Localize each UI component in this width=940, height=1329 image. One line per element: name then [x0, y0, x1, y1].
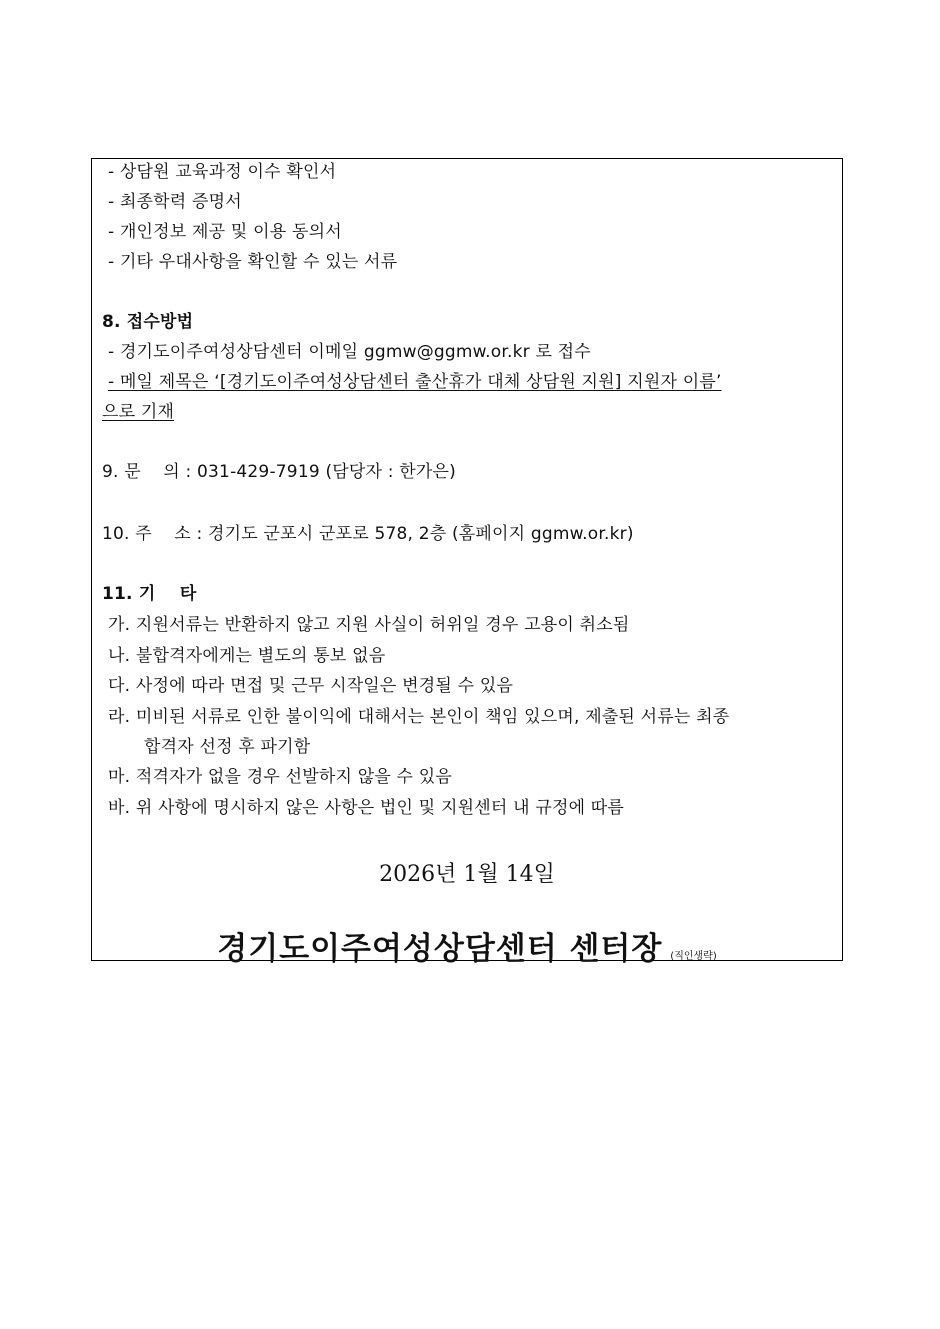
document-date: 2026년 1월 14일: [379, 862, 555, 887]
seal-omitted-note: (직인생략): [670, 951, 717, 962]
doc-item-final-degree: - 최종학력 증명서: [108, 192, 242, 212]
address-line: 10. 주 소 : 경기도 군포시 군포로 578, 2층 (홈페이지 ggmw.or.kr): [102, 524, 634, 544]
other-item-ra: 라. 미비된 서류로 인한 불이익에 대해서는 본인이 책임 있으며, 제출된 서류는 최종: [108, 707, 730, 727]
other-item-ra-cont: 합격자 선정 후 파기함: [144, 737, 311, 757]
other-item-da: 다. 사정에 따라 면접 및 근무 시작일은 변경될 수 있음: [108, 676, 514, 696]
section-heading-other: 11. 기 타: [102, 584, 197, 604]
other-item-ga: 가. 지원서류는 반환하지 않고 지원 사실이 허위일 경우 고용이 취소됨: [108, 615, 630, 635]
email-subject-line: - 메일 제목은 ‘[경기도이주여성상담센터 출산휴가 대체 상담원 지원] 지원자 이름’: [108, 372, 722, 392]
signature-title: 경기도이주여성상담센터 센터장: [217, 931, 663, 967]
application-email-line: - 경기도이주여성상담센터 이메일 ggmw@ggmw.or.kr 로 접수: [108, 342, 591, 362]
email-subject-line-cont: 으로 기재: [102, 402, 175, 422]
doc-item-privacy-consent: - 개인정보 제공 및 이용 동의서: [108, 222, 342, 242]
other-item-ba: 바. 위 사항에 명시하지 않은 사항은 법인 및 지원센터 내 규정에 따름: [108, 798, 625, 818]
signature-block: [92, 923, 842, 968]
other-item-na: 나. 불합격자에게는 별도의 통보 없음: [108, 646, 386, 666]
other-item-ma: 마. 적격자가 없을 경우 선발하지 않을 수 있음: [108, 767, 453, 787]
inquiry-line: 9. 문 의 : 031-429-7919 (담당자 : 한가은): [102, 462, 456, 482]
doc-item-other-preference: - 기타 우대사항을 확인할 수 있는 서류: [108, 252, 398, 272]
doc-item-education-cert: - 상담원 교육과정 이수 확인서: [108, 162, 337, 182]
section-heading-application-method: 8. 접수방법: [102, 312, 194, 332]
document-box: [91, 158, 843, 967]
